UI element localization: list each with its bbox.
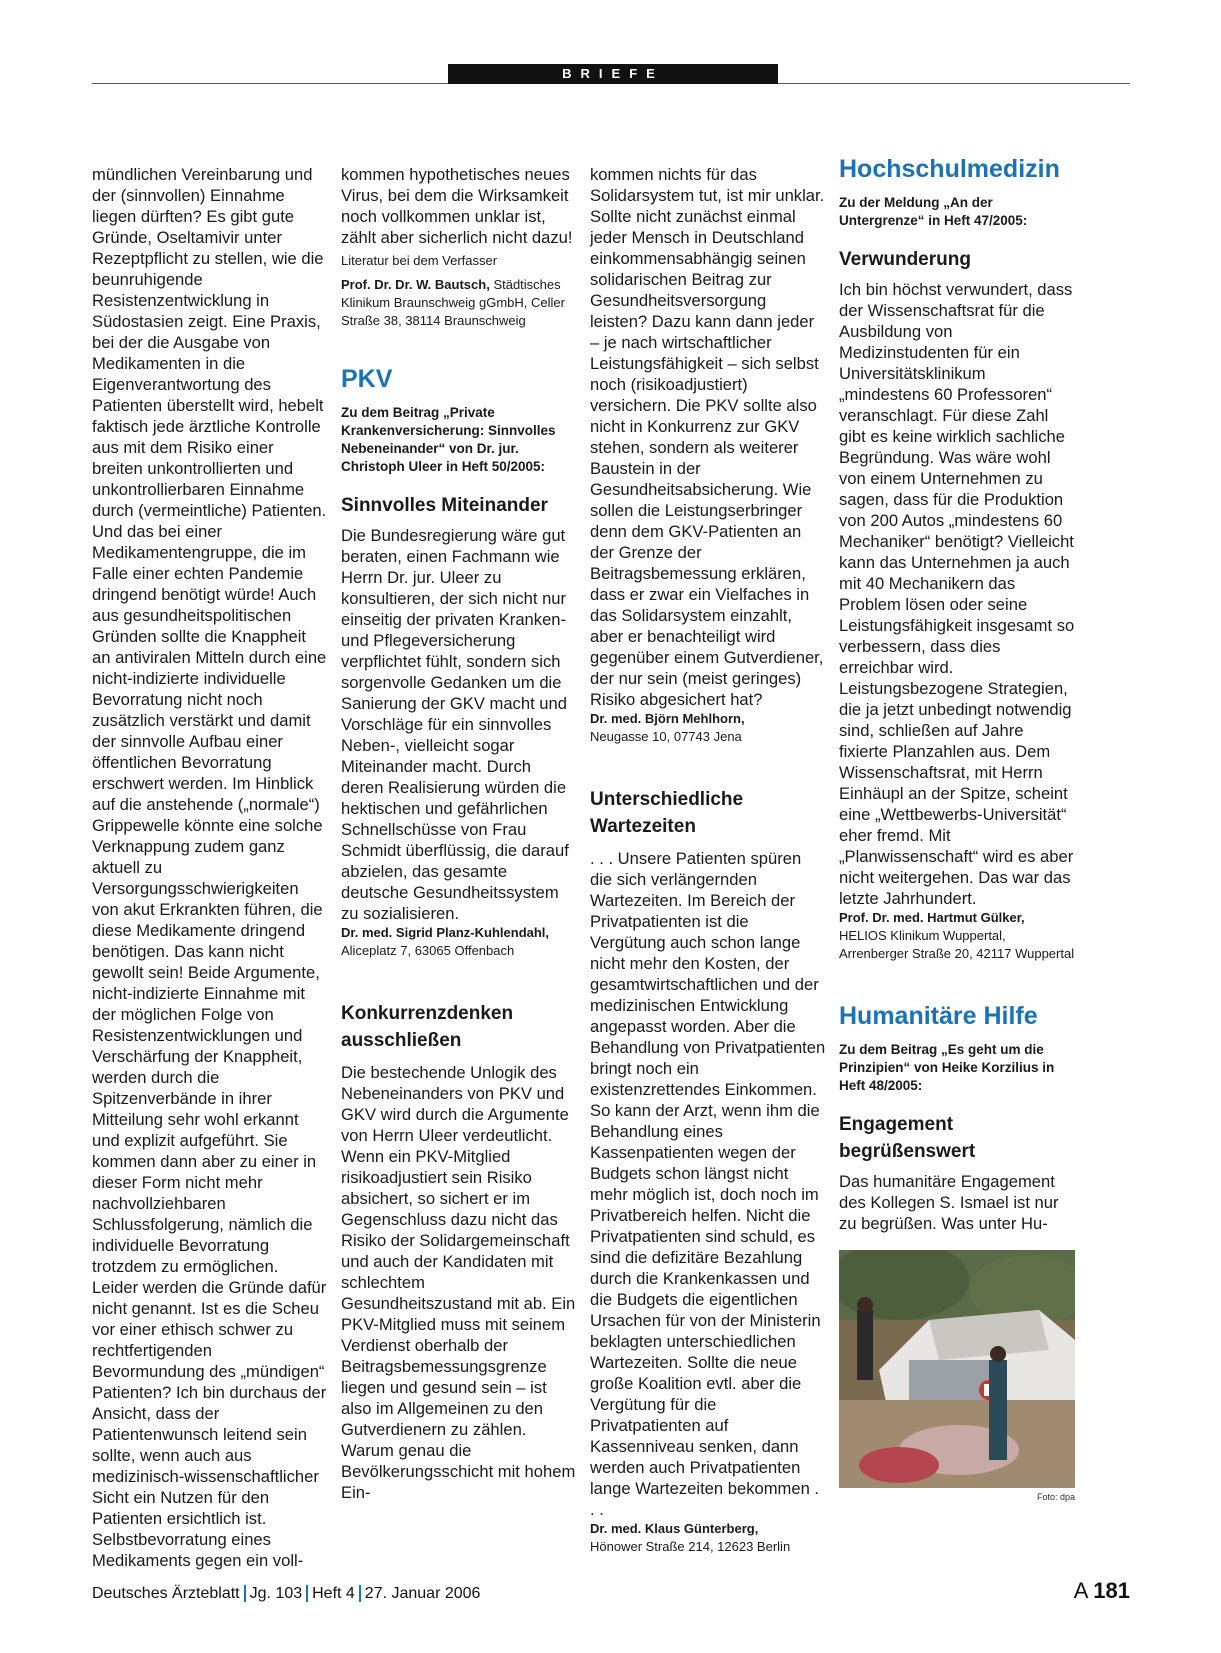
article-reference: Zu dem Beitrag „Es geht um die Prinzipien“ von Heike Korzilius in Heft 48/2005: [839, 1042, 1055, 1093]
signature-name: Prof. Dr. Dr. W. Bautsch, [341, 277, 490, 292]
letter-title: Unterschiedliche Wartezeiten [590, 789, 744, 837]
letter-body: Ich bin höchst verwundert, dass der Wissenschaftsrat für die Ausbildung von Medizinstudenten für ein Universitätsklinikum „mindestens 60 Professoren“ veranschlagt. Für diese Zahl gibt es keine wirklich sachliche Begründung. Was wäre wohl von einem Unternehmen zu sagen, dass für die Produktion von 200 Autos „mindestens 60 Mechaniker“ benötigt? Vielleicht kann das Unternehmen ja auch mit 40 Mechanikern das Problem lösen oder seine Leistungsfähigkeit insgesamt so verbessern, dass dies erreichbar wird. Leistungsbezogene Strategien, die ja jetzt unbedingt notwendig sind, schließen auf Jahre fixierte Planzahlen aus. Dem Wissenschaftsrat, mit Herrn Einhäupl an der Spitze, scheint eine „Wettbewerbs-Universität“ eher fremd. Mit „Planwissenschaft“ wird es aber nicht weitergehen. Das war das letzte Jahrhundert. [839, 280, 1075, 908]
signature-name: Dr. med. Björn Mehlhorn, [590, 711, 745, 726]
wrecked-ambulance-image [839, 1250, 1075, 1488]
signature-address: Städtisches Klinikum Braunschweig gGmbH, Celler Straße 38, 38114 Braunschweig [341, 277, 565, 328]
section-title: Humanitäre Hilfe [839, 1002, 1038, 1030]
signature-name: Dr. med. Klaus Günterberg, [590, 1521, 759, 1536]
footer-citation [92, 1585, 480, 1603]
section-title: Hochschulmedizin [839, 155, 1060, 183]
page-number [1074, 1578, 1130, 1604]
signature-name: Prof. Dr. med. Hartmut Gülker, [839, 910, 1025, 925]
journal-name: Deutsches Ärzteblatt [92, 1585, 240, 1602]
letter-body: Die bestechende Unlogik des Nebeneinanders von PKV und GKV wird durch die Argumente von Herrn Uleer verdeutlicht. Wenn ein PKV-Mitglied risikoadjustiert sein Risiko absichert, so sichert er im Gegenschluss dazu nicht das Risiko der Solidargemeinschaft und auch der Kandidaten mit schlechtem Gesundheitszustand mit ab. Ein PKV-Mitglied muss mit seinem Verdienst oberhalb der Beitragsbemessungsgrenze liegen und gesund sein – ist also im Allgemeinen zu den Gutverdienern zu zählen. Warum genau die Bevölkerungsschicht mit hohem Ein- [341, 1063, 576, 1502]
page-prefix: A [1073, 1578, 1088, 1603]
article-reference: Zu dem Beitrag „Private Krankenversicherung: Sinnvolles Nebeneinander“ von Dr. jur. Christoph Uleer in Heft 50/2005: [341, 405, 556, 474]
page-number-value: 181 [1093, 1578, 1130, 1603]
letter-body: . . . Unsere Patienten spüren die sich verlängernden Wartezeiten. Im Bereich der Privatpatienten ist die Vergütung auch schon lange nicht mehr den Kosten, der gesamtwirtschaftlichen und der medizinischen Entwicklung angepasst worden. Aber die Behandlung von Privatpatienten bringt noch ein existenzrettendes Einkommen. So kann der Arzt, wenn ihm die Behandlung eines Kassenpatienten wegen der Budgets schon längst nicht mehr möglich ist, doch noch im Privatbereich helfen. Nicht die Privatpatienten sind schuld, es sind die defizitäre Bezahlung durch die Krankenkassen und die Budgets die eigentlichen Ursachen für von der Ministerin beklagten unterschiedlichen Wartezeiten. Sollte die neue große Koalition evtl. aber die Vergütung für die Privatpatienten auf Kassenniveau senken, dann werden auch Privatpatienten lange Wartezeiten bekommen . . . [590, 849, 826, 1519]
letter-body: Die Bundesregierung wäre gut beraten, einen Fachmann wie Herrn Dr. jur. Uleer zu konsultieren, der sich nicht nur einseitig der privaten Kranken- und Pflegeversicherung verpflichtet fühlt, sondern sich sorgenvolle Gedanken um die Sanierung der GKV macht und Vorschläge für ein sinnvolles Neben-, vielleicht sogar Miteinander macht. Durch deren Realisierung würden die hektischen und gefährlichen Schnellschüsse von Frau Schmidt überflüssig, die darauf abzielen, das gesamte deutsche Gesundheitssystem zu sozialisieren. [341, 526, 569, 923]
photo-credit: Foto: dpa [1036, 1492, 1075, 1502]
letter-continuation: mündlichen Vereinbarung und der (sinnvollen) Einnahme liegen dürften? Es gibt gute Gründe, Oseltamivir unter Rezeptpflicht zu stellen, wie die beunruhigende Resistenzentwicklung in Südostasien zeigt. Eine Praxis, bei der die Ausgabe von Medikamenten in die Eigenverantwortung des Patienten überstellt wird, hebelt faktisch jede ärztliche Kontrolle aus mit dem Risiko einer breiten unkontrollierten und unkontrollierbaren Einnahme durch (vermeintliche) Patienten. Und das bei einer Medikamentengruppe, die im Falle einer echten Pandemie dringend benötigt würde! Auch aus gesundheitspolitischen Gründen sollte die Knappheit an antiviralen Mitteln durch eine nicht-indizierte individuelle Bevorratung nicht noch zusätzlich verstärkt und damit der sinnvolle Aufbau einer öffentlichen Bevorratung erschwert werden. Im Hinblick auf die anstehende („normale“) Grippewelle könnte eine solche Verknappung zudem ganz aktuell zu Versorgungsschwierigkeiten von akut Erkrankten führen, die diese Medikamente dringend benötigen. Das kann nicht gewollt sein! Beide Argumente, nicht-indizierte Einnahme mit der möglichen Folge von Resistenzentwicklungen und Verschärfung der Knappheit, werden durch die Spitzenverbände in ihrer Mitteilung sehr wohl erkannt und explizit aufgeführt. Sie kommen dann aber zu einer in dieser Form nicht mehr nachvollziehbaren Schlussfolgerung, nämlich die individuelle Bevorratung trotzdem zu ermöglichen. Leider werden die Gründe dafür nicht genannt. Ist es die Scheu vor einer ethisch schwer zu rechtfertigenden Bevormundung des „mündigen“ Patienten? Ich bin durchaus der Ansicht, dass der Patientenwunsch leitend sein sollte, wenn auch aus medizinisch-wissenschaftlicher Sicht ein Nutzen für den Patienten ersichtlich ist. Selbstbevorratung eines Medikaments gegen ein voll- [92, 165, 327, 1570]
letter-title: Verwunderung [839, 249, 971, 270]
article-reference: Zu der Meldung „An der Untergrenze“ in Heft 47/2005: [839, 195, 1028, 228]
letter-title: Sinnvolles Miteinander [341, 495, 548, 516]
column-2 [341, 164, 577, 1503]
letter-title: Konkurrenzdenken ausschließen [341, 1003, 514, 1051]
issue: Heft 4 [312, 1585, 355, 1602]
signature-name: Dr. med. Sigrid Planz-Kuhlendahl, [341, 925, 550, 940]
letter-continuation: kommen hypothetisches neues Virus, bei dem die Wirksamkeit noch vollkommen unklar ist, zählt aber sicherlich nicht dazu! [341, 165, 573, 247]
section-label: BRIEFE [448, 64, 778, 84]
literature-note: Literatur bei dem Verfasser [341, 253, 498, 268]
column-4 [839, 154, 1075, 1502]
signature-address: Neugasse 10, 07743 Jena [590, 729, 742, 744]
news-photo [839, 1250, 1075, 1488]
signature-address: Hönower Straße 214, 12623 Berlin [590, 1539, 791, 1554]
volume: Jg. 103 [249, 1585, 303, 1602]
letter-body: Das humanitäre Engagement des Kollegen S. Ismael ist nur zu begrüßen. Was unter Hu- [839, 1172, 1059, 1233]
section-title: PKV [341, 365, 393, 393]
column-3 [590, 164, 826, 1556]
signature [341, 276, 577, 330]
issue-date: 27. Januar 2006 [364, 1585, 481, 1602]
letter-title: Engagement begrüßenswert [839, 1114, 976, 1162]
column-1 [92, 164, 328, 1571]
signature-address: Aliceplatz 7, 63065 Offenbach [341, 943, 515, 958]
signature-address: HELIOS Klinikum Wuppertal, Arrenberger Straße 20, 42117 Wuppertal [839, 928, 1075, 961]
letter-continuation: kommen nichts für das Solidarsystem tut, ist mir unklar. Sollte nicht zunächst einmal jeder Mensch in Deutschland einkommensabhängig seinen solidarischen Beitrag zur Gesundheitsversorgung leisten? Dazu kann dann jeder – je nach wirtschaftlicher Leistungsfähigkeit – sich selbst noch (risikoadjustiert) versichern. Die PKV sollte also nicht in Konkurrenz zur GKV stehen, sondern als weiterer Baustein in der Gesundheitsabsicherung. Wie sollen die Leistungserbringer denn dem GKV-Patienten an der Grenze der Beitragsbemessung erklären, dass er zwar ein Vielfaches in das Solidarsystem einzahlt, aber er benachteiligt wird gegenüber einem Gutverdiener, der nur sein (meist geringes) Risiko abgesichert hat? [590, 165, 825, 709]
